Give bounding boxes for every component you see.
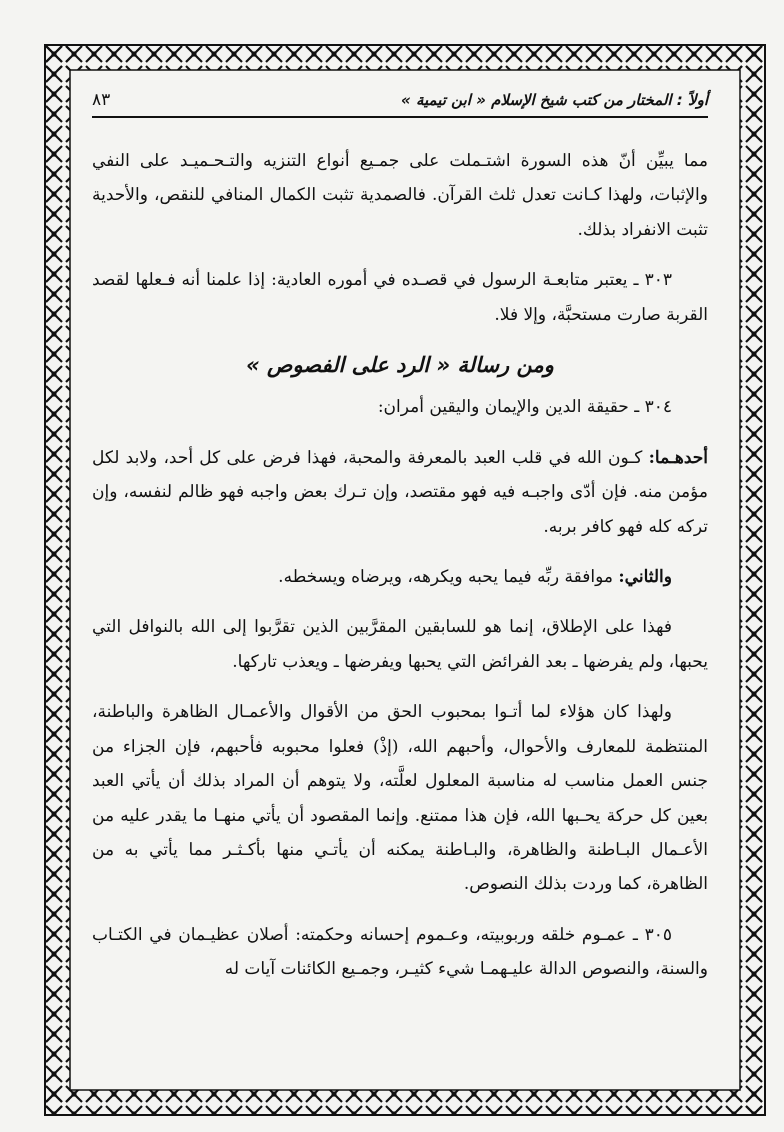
header-rule (92, 116, 708, 118)
paragraph: مما يبيِّن أنّ هذه السورة اشتـملت على جمـيع أنواع التنزيه والتـحـميـد على النفي والإثبات، ولهذا كـانت تعدل ثلث القرآن. فالصمدية تثبت الكمال المنافي للنقص، والأحدية تثبت الانفراد بذلك. (92, 151, 708, 240)
paragraph-label: والثاني: (618, 567, 672, 588)
paragraph-text: كـون الله في قلب العبد بالمعرفة والمحبة، فهذا فرض على كل أحد، ولابد لكل مؤمن منه. فإن أدّى واجبـه فيه فهو مقتصد، وإن تـرك بعض واجبه فهو ظالم لنفسه، وإن تركه كله فهو كافر بربه. (92, 447, 708, 537)
running-title: أولاً : المختار من كتب شيخ الإسلام « ابن تيمية » (401, 91, 708, 109)
paragraph-text: موافقة ربِّه فيما يحبه ويكرهه، ويرضاه ويسخطه. (278, 567, 619, 588)
body-text (92, 144, 708, 1003)
paragraph: ٣٠٥ ـ عمـوم خلقه وربوبيته، وعـموم إحسانه وحكمته: أصلان عظيـمان في الكتـاب والسنة، والنصوص الدالة عليـهمـا شيء كثيـر، وجمـيع الكائنات آيات له (92, 924, 708, 980)
paragraph (92, 560, 708, 594)
page-content (92, 86, 708, 1066)
paragraph: ولهذا كان هؤلاء لما أتـوا بمحبوب الحق من الأقوال والأعمـال الظاهرة والباطنة، المنتظمة للمعارف والأحوال، وأحبهم الله، (إذْ) فعلوا محبوبه فأحبهم، فإن الجزاء من جنس العمل مناسب له مناسبة المعلول لعلَّته، ولا يتوهم أن المراد بذلك أن يأتي العبد بعين كل حركة يحـبها الله، فإن هذا ممتنع. وإنما المقصود أن يأتي منهـا ما يقدر عليه من الأعـمال البـاطنة والظاهرة، والبـاطنة يمكنه أن يأتـي منها بأكـثـر مما يأتي به من الظاهرة، كما وردت بذلك النصوص. (92, 702, 708, 895)
page-header (92, 86, 708, 114)
paragraph: ٣٠٣ ـ يعتبر متابعـة الرسول في قصـده في أموره العادية: إذا علمنا أنه فـعلها لقصد القربة صارت مستحبَّة، وإلا فلا. (92, 270, 708, 325)
paragraph (92, 441, 708, 544)
paragraph: فهذا على الإطلاق، إنما هو للسابقين المقرَّبين الذين تقرَّبوا إلى الله بالنوافل التي يحبها، ولم يفرضها ـ بعد الفرائض التي يحبها ويفرضها ـ ويعذب تاركها. (92, 617, 708, 672)
paragraph-label: أحدهـما: (648, 447, 708, 468)
page-number: ٨٣ (92, 90, 111, 110)
section-heading: ومن رسالة « الرد على الفصوص » (246, 353, 554, 378)
paragraph: ٣٠٤ ـ حقيقة الدين والإيمان واليقين أمران: (377, 397, 672, 418)
